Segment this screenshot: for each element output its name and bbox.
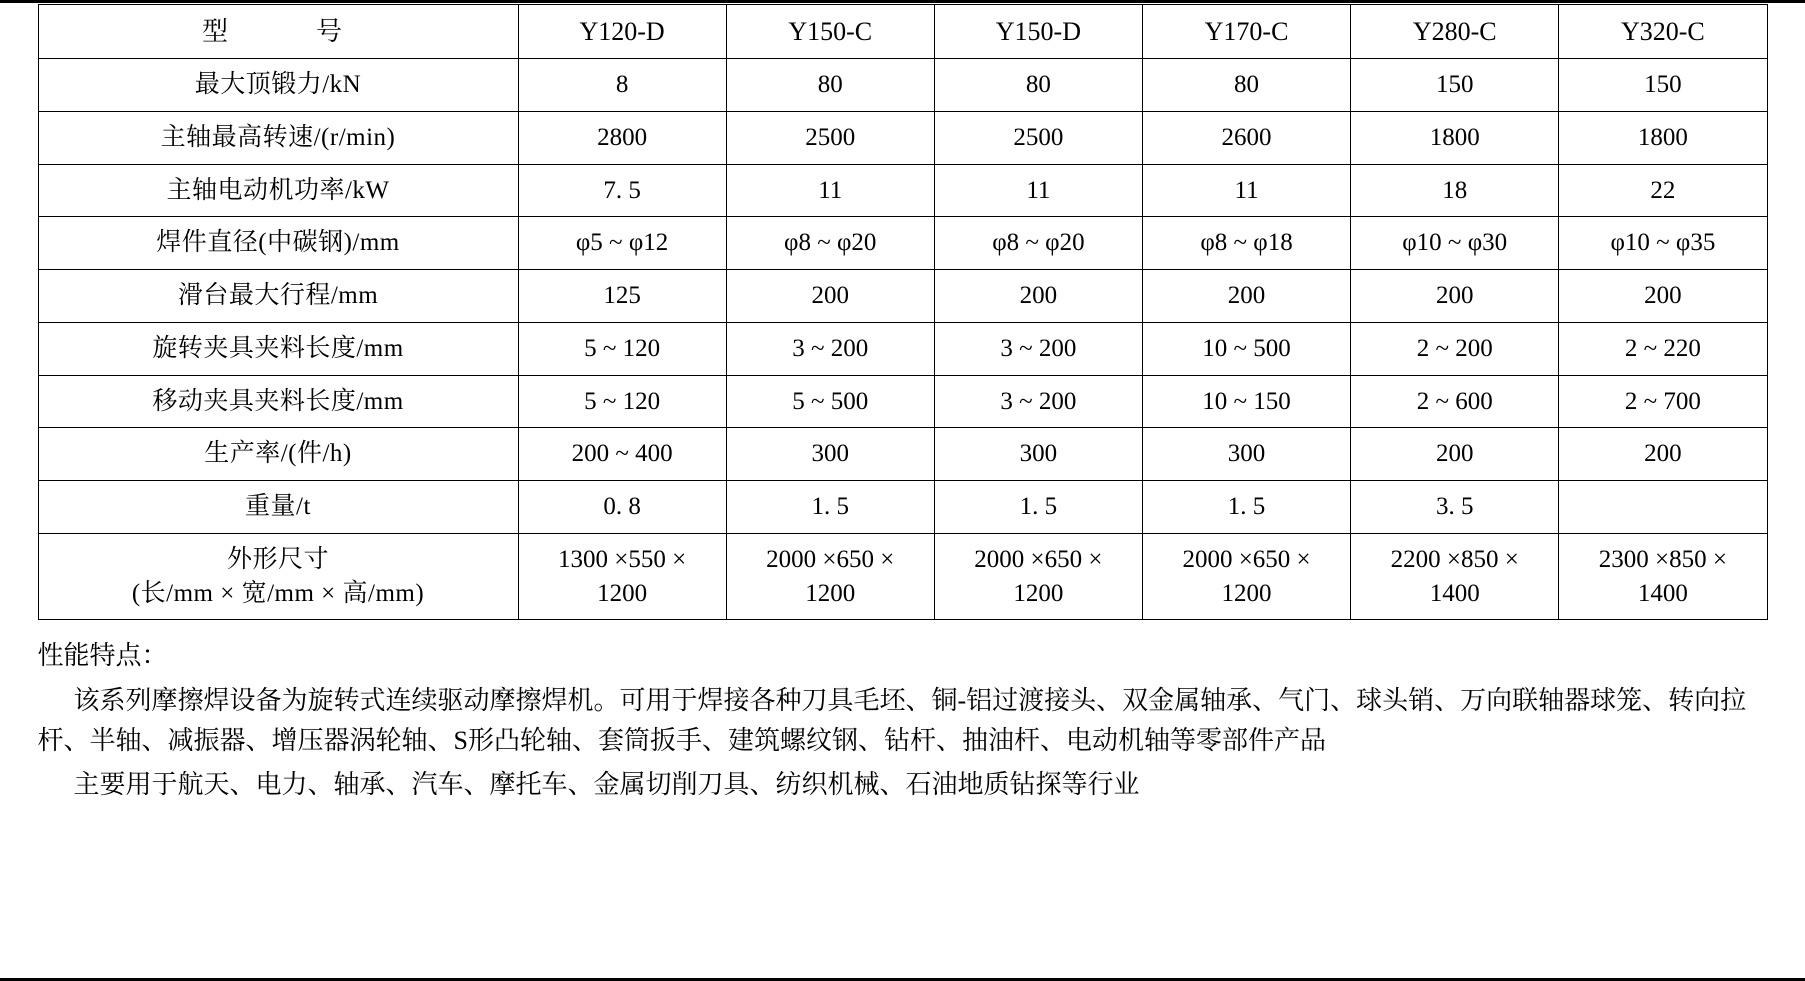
table-row <box>38 270 1767 323</box>
cell-value: 2600 <box>1142 111 1350 164</box>
cell-value-line2: 1400 <box>1429 579 1480 607</box>
cell-value-line1: 2200 ×850 × <box>1390 545 1519 573</box>
row-label-line1: 外形尺寸 <box>226 545 329 573</box>
cell-value <box>1559 481 1767 534</box>
cell-value: 200 <box>1351 428 1559 481</box>
cell-value: 1800 <box>1351 111 1559 164</box>
row-label: 主轴最高转速/(r/min) <box>38 111 518 164</box>
row-label: 焊件直径(中碳钢)/mm <box>38 217 518 270</box>
cell-value: 2800 <box>518 111 726 164</box>
row-label: 主轴电动机功率/kW <box>38 164 518 217</box>
cell-value: 3 ~ 200 <box>934 322 1142 375</box>
cell-value: 150 <box>1559 59 1767 112</box>
cell-value: 18 <box>1351 164 1559 217</box>
table-row <box>38 375 1767 428</box>
page-top-rule <box>0 0 1805 3</box>
cell-value-line1: 2000 ×650 × <box>1182 545 1311 573</box>
table-row <box>38 533 1767 620</box>
cell-value: φ10 ~ φ35 <box>1559 217 1767 270</box>
column-header-y170c: Y170-C <box>1142 5 1350 59</box>
row-label <box>38 533 518 620</box>
table-row <box>38 111 1767 164</box>
cell-value: φ8 ~ φ20 <box>726 217 934 270</box>
cell-value: 200 <box>1351 270 1559 323</box>
cell-value: 3 ~ 200 <box>934 375 1142 428</box>
row-label: 最大顶锻力/kN <box>38 59 518 112</box>
table-header-row <box>38 5 1767 59</box>
cell-value: 2 ~ 200 <box>1351 322 1559 375</box>
cell-value: 300 <box>934 428 1142 481</box>
notes-paragraph-2: 主要用于航天、电力、轴承、汽车、摩托车、金属切削刀具、纺织机械、石油地质钻探等行业 <box>73 770 1140 800</box>
cell-value: 11 <box>934 164 1142 217</box>
table-row <box>38 164 1767 217</box>
cell-value: 150 <box>1351 59 1559 112</box>
cell-value: 200 ~ 400 <box>518 428 726 481</box>
row-label-line2: (长/mm × 宽/mm × 高/mm) <box>131 579 425 607</box>
cell-value: φ10 ~ φ30 <box>1351 217 1559 270</box>
cell-value <box>726 533 934 620</box>
cell-value: 2 ~ 220 <box>1559 322 1767 375</box>
cell-value-line1: 1300 ×550 × <box>557 545 687 573</box>
cell-value-line1: 2300 ×850 × <box>1598 545 1727 573</box>
column-header-y280c: Y280-C <box>1351 5 1559 59</box>
row-label: 移动夹具夹料长度/mm <box>38 375 518 428</box>
cell-value: 200 <box>934 270 1142 323</box>
column-header-model-label: 型 号 <box>38 5 518 59</box>
cell-value: φ5 ~ φ12 <box>518 217 726 270</box>
cell-value <box>518 533 726 620</box>
cell-value <box>1559 533 1767 620</box>
cell-value: 10 ~ 150 <box>1142 375 1350 428</box>
cell-value: φ8 ~ φ18 <box>1142 217 1350 270</box>
spec-table-container <box>38 0 1768 620</box>
cell-value: 300 <box>1142 428 1350 481</box>
cell-value: 2500 <box>934 111 1142 164</box>
table-row <box>38 428 1767 481</box>
row-label: 生产率/(件/h) <box>38 428 518 481</box>
cell-value: 11 <box>1142 164 1350 217</box>
cell-value: φ8 ~ φ20 <box>934 217 1142 270</box>
row-label: 滑台最大行程/mm <box>38 270 518 323</box>
cell-value: 2500 <box>726 111 934 164</box>
table-row <box>38 217 1767 270</box>
cell-value: 3 ~ 200 <box>726 322 934 375</box>
cell-value: 80 <box>726 59 934 112</box>
cell-value: 3. 5 <box>1351 481 1559 534</box>
cell-value: 200 <box>1559 428 1767 481</box>
cell-value: 22 <box>1559 164 1767 217</box>
cell-value: 7. 5 <box>518 164 726 217</box>
cell-value: 125 <box>518 270 726 323</box>
cell-value: 0. 8 <box>518 481 726 534</box>
cell-value: 2 ~ 700 <box>1559 375 1767 428</box>
cell-value-line2: 1200 <box>1013 579 1064 607</box>
cell-value-line2: 1200 <box>597 579 648 607</box>
cell-value: 200 <box>1142 270 1350 323</box>
cell-value: 80 <box>1142 59 1350 112</box>
row-label: 旋转夹具夹料长度/mm <box>38 322 518 375</box>
cell-value: 5 ~ 500 <box>726 375 934 428</box>
column-header-y150d: Y150-D <box>934 5 1142 59</box>
notes-paragraph-1: 该系列摩擦焊设备为旋转式连续驱动摩擦焊机。可用于焊接各种刀具毛坯、铜-铝过渡接头、双金属轴承、气门、球头销、万向联轴器球笼、转向拉杆、半轴、减振器、增压器涡轮轴、S形凸轮轴、套筒扳手、建筑螺纹钢、钻杆、抽油杆、电动机轴等零部件产品 <box>37 685 1747 755</box>
cell-value: 8 <box>518 59 726 112</box>
cell-value: 200 <box>1559 270 1767 323</box>
cell-value: 200 <box>726 270 934 323</box>
cell-value: 5 ~ 120 <box>518 322 726 375</box>
cell-value: 2 ~ 600 <box>1351 375 1559 428</box>
row-label: 重量/t <box>38 481 518 534</box>
column-header-y320c: Y320-C <box>1559 5 1767 59</box>
cell-value-line2: 1400 <box>1637 579 1688 607</box>
cell-value: 10 ~ 500 <box>1142 322 1350 375</box>
column-header-y120d: Y120-D <box>518 5 726 59</box>
cell-value: 1. 5 <box>934 481 1142 534</box>
cell-value <box>1351 533 1559 620</box>
cell-value: 5 ~ 120 <box>518 375 726 428</box>
cell-value: 300 <box>726 428 934 481</box>
cell-value-line1: 2000 ×650 × <box>974 545 1103 573</box>
table-row <box>38 322 1767 375</box>
cell-value: 11 <box>726 164 934 217</box>
table-row <box>38 59 1767 112</box>
notes-section <box>38 620 1768 807</box>
table-row <box>38 481 1767 534</box>
specification-table <box>38 4 1768 620</box>
cell-value-line2: 1200 <box>805 579 856 607</box>
cell-value: 1. 5 <box>1142 481 1350 534</box>
cell-value <box>934 533 1142 620</box>
cell-value: 1. 5 <box>726 481 934 534</box>
cell-value <box>1142 533 1350 620</box>
cell-value: 1800 <box>1559 111 1767 164</box>
column-header-y150c: Y150-C <box>726 5 934 59</box>
cell-value: 80 <box>934 59 1142 112</box>
cell-value-line1: 2000 ×650 × <box>766 545 895 573</box>
cell-value-line2: 1200 <box>1221 579 1272 607</box>
notes-title: 性能特点： <box>37 641 168 671</box>
